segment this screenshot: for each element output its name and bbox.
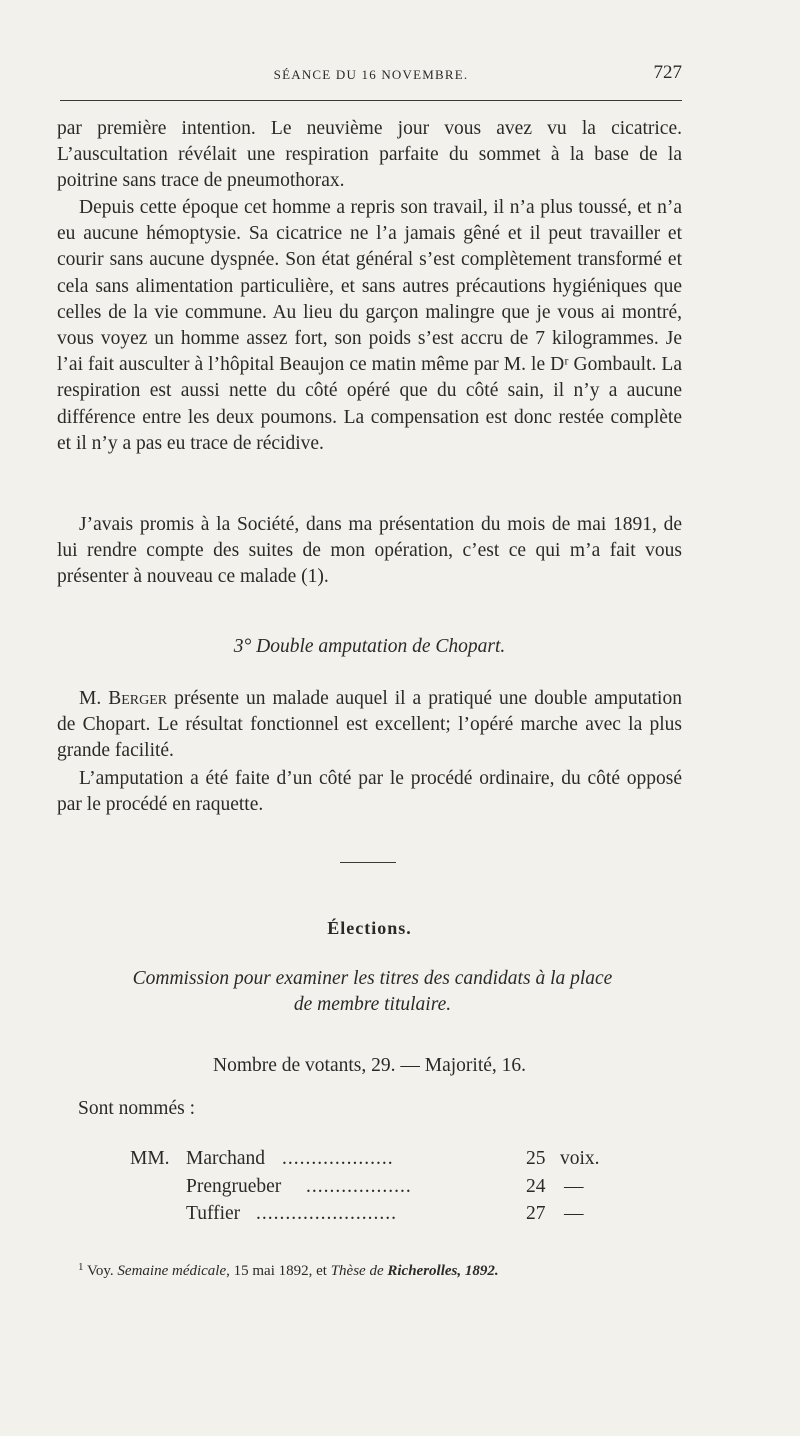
elections-heading: Élections. xyxy=(327,918,412,938)
commission-line-2: de membre titulaire. xyxy=(293,994,452,1015)
footnote xyxy=(78,1261,499,1280)
vote-unit: — xyxy=(564,1176,584,1197)
leader-dots: ................... xyxy=(282,1148,394,1169)
paragraph-4-text: présente un malade auquel il a pratiqué une double amputation de Chopart. Le résultat fonctionnel est excellent; l’opéré marche avec la plus grande facilité. xyxy=(57,688,682,762)
header-rule xyxy=(60,100,682,101)
footnote-text-b: , 15 mai 1892, et xyxy=(226,1263,331,1279)
vote-count: 27 xyxy=(526,1203,546,1224)
paragraph-5: L’amputation a été faite d’un côté par le procédé ordinaire, du côté opposé par le procédé en raquette. xyxy=(57,768,682,816)
section-heading: 3° Double amputation de Chopart. xyxy=(233,636,506,657)
author-name: M. Berger xyxy=(79,688,168,709)
footnote-journal: Semaine médicale xyxy=(117,1263,227,1279)
vote-unit: voix. xyxy=(560,1148,600,1169)
footnote-these: Thèse de xyxy=(330,1263,384,1279)
member-row xyxy=(130,1176,630,1200)
vote-unit: — xyxy=(564,1203,584,1224)
running-title: SÉANCE DU 16 NOVEMBRE. xyxy=(273,67,469,82)
leader-dots: .................. xyxy=(306,1176,412,1197)
page-number: 727 xyxy=(653,62,682,83)
footnote-year: , 1892. xyxy=(457,1263,499,1279)
footnote-author: Richerolles xyxy=(387,1263,458,1279)
paragraph-1: par première intention. Le neuvième jour vous avez vu la cicatrice. L’auscultation révélait une respiration parfaite du sommet à la base de la poitrine sans trace de pneumothorax. xyxy=(57,118,682,192)
paragraph-4 xyxy=(57,686,682,765)
paragraph-3: J’avais promis à la Société, dans ma présentation du mois de mai 1891, de lui rendre compte des suites de mon opération, c’est ce qui m’a fait vous présenter à nouveau ce malade (1). xyxy=(57,514,682,588)
running-head xyxy=(60,62,682,86)
commission-line-1: Commission pour examiner les titres des candidats à la place xyxy=(132,968,613,989)
member-name: Tuffier xyxy=(186,1203,241,1224)
footnote-mark: 1 xyxy=(78,1261,84,1273)
named-label: Sont nommés : xyxy=(78,1098,196,1119)
commission-title xyxy=(60,966,685,1018)
member-row xyxy=(130,1148,630,1172)
leader-dots: ........................ xyxy=(256,1203,397,1224)
member-row xyxy=(130,1203,630,1227)
vote-count: 24 xyxy=(526,1176,546,1197)
member-name: Marchand xyxy=(186,1148,266,1169)
paragraph-2: Depuis cette époque cet homme a repris son travail, il n’a plus toussé, et n’a eu aucune hémoptysie. Sa cicatrice ne l’a jamais gêné et il peut travailler et courir sans aucune dyspnée. Son état général s’est complètement transformé et cela sans alimentation particulière, et sans autres précautions hygiéniques que celles de la vie commune. Au lieu du garçon malingre que je vous ai montré, vous voyez un homme assez fort, son poids s’est accru de 7 kilogrammes. Je l’ai fait ausculter à l’hôpital Beaujon ce matin même par M. le Dʳ Gombault. La respiration est aussi nette du côté opéré que du côté sain, il n’y a aucune différence entre les deux poumons. La compensation est donc restée complète et il n’y a pas eu trace de récidive. xyxy=(57,197,682,454)
mm-prefix: MM. xyxy=(130,1148,170,1169)
vote-count: 25 xyxy=(526,1148,546,1169)
votes-summary: Nombre de votants, 29. — Majorité, 16. xyxy=(212,1055,527,1076)
footnote-text-a: Voy. xyxy=(86,1263,118,1279)
member-name: Prengrueber xyxy=(186,1176,282,1197)
section-divider xyxy=(340,862,396,863)
